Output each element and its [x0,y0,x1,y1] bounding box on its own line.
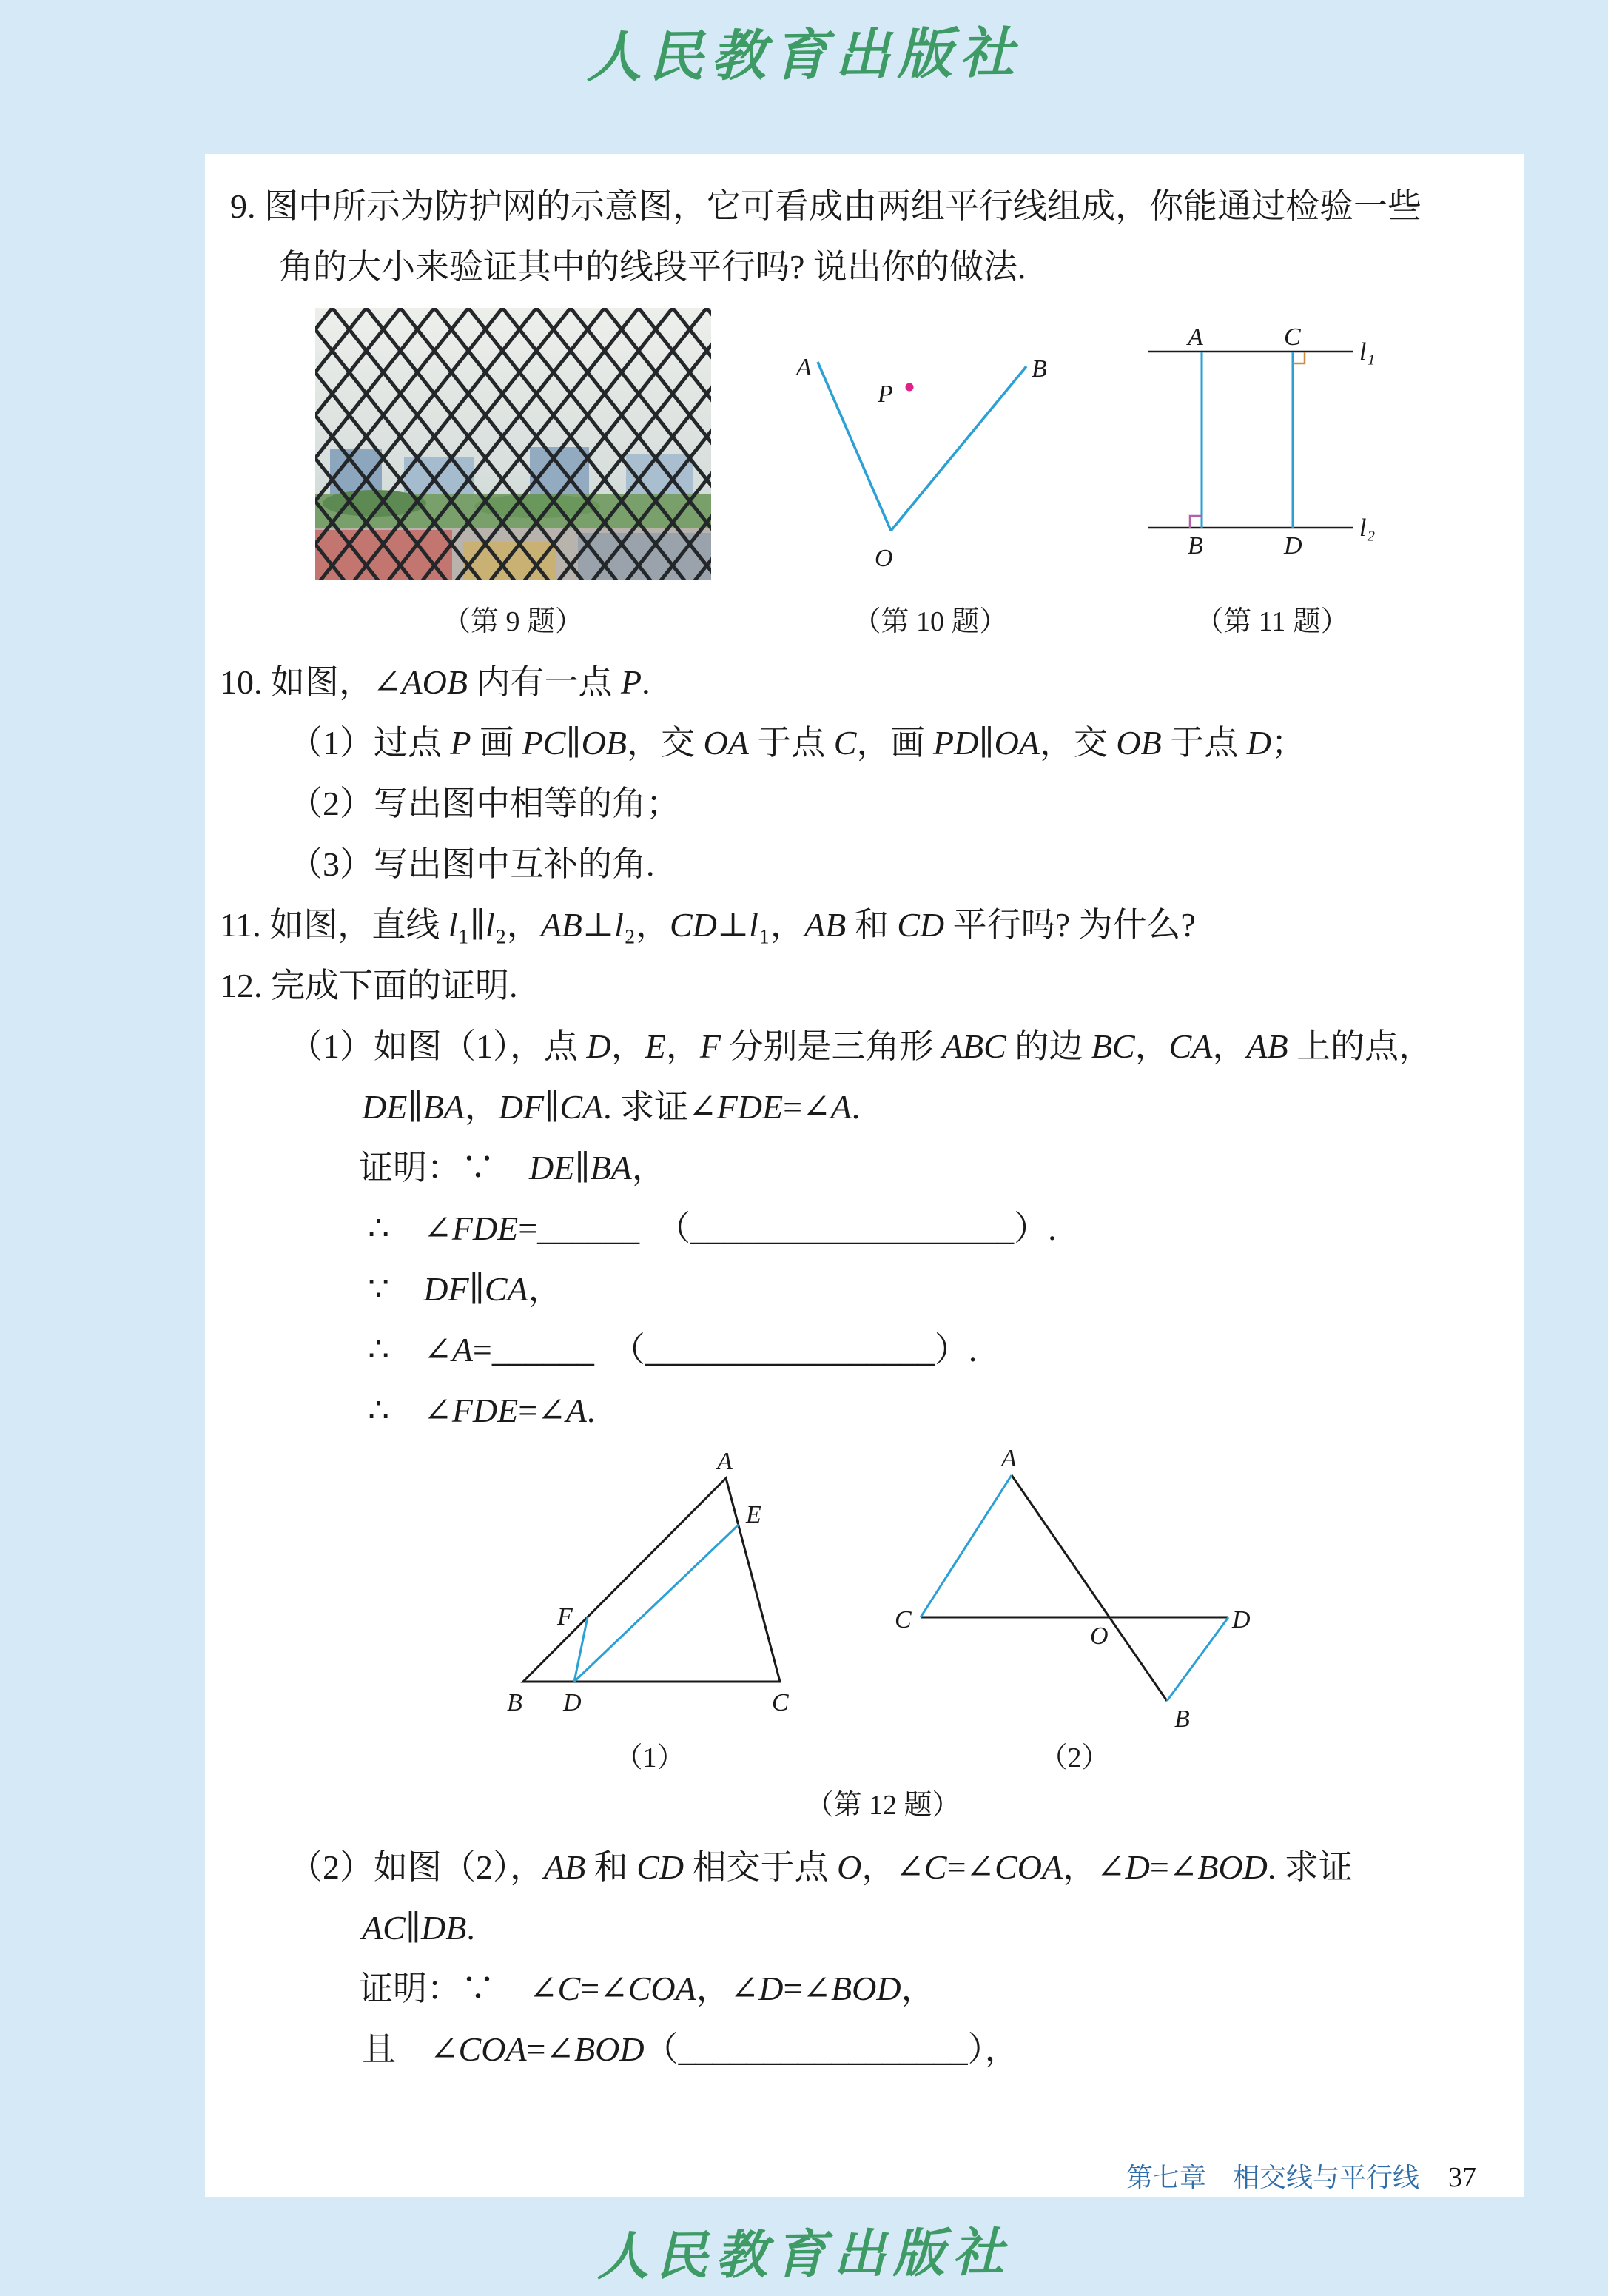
figure-10-diagram [793,350,1067,580]
proof-1-given-1: 证明：∵ DE∥BA， [359,1149,666,1186]
triangle-ABC [523,1478,780,1682]
chain-link-mesh [315,308,711,580]
segment-CA [921,1475,1012,1617]
label-D: D [1284,532,1302,560]
label-D: D [563,1689,582,1716]
label-l2: l₂ [1359,514,1376,542]
publisher-logo-top: 人民教育出版社 [586,21,1022,90]
problem-9-line-2: 角的大小来验证其中的线段平行吗? 说出你的做法. [279,248,1026,286]
label-C: C [895,1606,912,1634]
label-E: E [746,1501,761,1528]
point-P-dot [906,383,914,392]
proof-1-step-2-blank: ∴ ∠A=______ （_________________）. [368,1331,978,1369]
problem-10-item-1: （1）过点 P 画 PC∥OB，交 OA 于点 C，画 PD∥OA，交 OB 于点 D； [289,724,1305,762]
label-A: A [1001,1446,1017,1472]
label-A: A [1188,324,1203,351]
problem-10-item-2: （2）写出图中相等的角； [289,785,680,822]
label-C: C [1284,324,1301,351]
segment-DB [1167,1617,1228,1701]
proof-1-conclusion: ∴ ∠FDE=∠A. [368,1392,596,1429]
proof-1-step-1-blank: ∴ ∠FDE=______ （___________________）. [368,1209,1057,1247]
figure-12-2-diagram [893,1446,1256,1734]
problem-10-item-3: （3）写出图中互补的角. [289,845,655,883]
label-A: A [796,354,812,381]
content-panel [205,154,1524,2197]
label-B: B [1032,355,1047,383]
segment-AB [1012,1475,1167,1701]
right-angle-mark-C [1293,352,1305,363]
page-footer [1126,2157,1476,2195]
label-B: B [507,1689,522,1716]
problem-12-item-1-line-1: （1）如图（1），点 D，E，F 分别是三角形 ABC 的边 BC，CA，AB 上的点， [289,1027,1433,1065]
label-C: C [772,1689,789,1716]
caption-figure-9: （第 9 题） [442,606,583,637]
label-O: O [1090,1622,1109,1650]
problem-12-item-2-line-1: （2）如图（2），AB 和 CD 相交于点 O，∠C=∠COA，∠D=∠BOD. 求证 [289,1848,1353,1886]
chapter-title: 第七章 相交线与平行线 [1126,2163,1419,2192]
label-D: D [1232,1606,1251,1634]
label-l1: l₁ [1359,338,1376,366]
figure-12-1-diagram [501,1446,819,1734]
caption-sub-figure-2: （2） [1039,1742,1110,1773]
page-number: 37 [1448,2162,1476,2193]
proof-2-step-blank: 且 ∠COA=∠BOD（_________________）， [362,2030,1019,2068]
proof-2-given: 证明：∵ ∠C=∠COA，∠D=∠BOD， [359,1970,935,2007]
problem-10-intro: 10. 如图，∠AOB 内有一点 P. [220,663,650,701]
label-A: A [717,1448,733,1475]
label-P: P [878,380,893,408]
caption-figure-10: （第 10 题） [852,606,1008,637]
problem-11-text: 11. 如图，直线 l₁∥l₂，AB⊥l₂，CD⊥l₁，AB 和 CD 平行吗? 为什么? [220,906,1196,944]
label-B: B [1174,1705,1190,1733]
label-O: O [875,545,893,572]
label-B: B [1188,532,1203,560]
problem-12-intro: 12. 完成下面的证明. [220,967,518,1004]
problem-12-item-1-line-2: DE∥BA，DF∥CA. 求证∠FDE=∠A. [362,1088,861,1126]
label-F: F [557,1603,573,1631]
figure-11-diagram [1145,324,1389,568]
caption-sub-figure-1: （1） [614,1742,685,1773]
caption-figure-11: （第 11 题） [1195,606,1349,637]
problem-9-line-1: 9. 图中所示为防护网的示意图，它可看成由两组平行线组成，你能通过检验一些 [230,187,1422,225]
publisher-logo-bottom: 人民教育出版社 [596,2221,1012,2287]
proof-1-given-2: ∵ DF∥CA， [368,1270,562,1308]
right-angle-mark-B [1190,516,1202,528]
ray-OB [891,366,1026,531]
fence-photo [315,308,711,580]
problem-12-item-2-line-2: AC∥DB. [362,1909,475,1947]
caption-figure-12: （第 12 题） [805,1790,961,1821]
